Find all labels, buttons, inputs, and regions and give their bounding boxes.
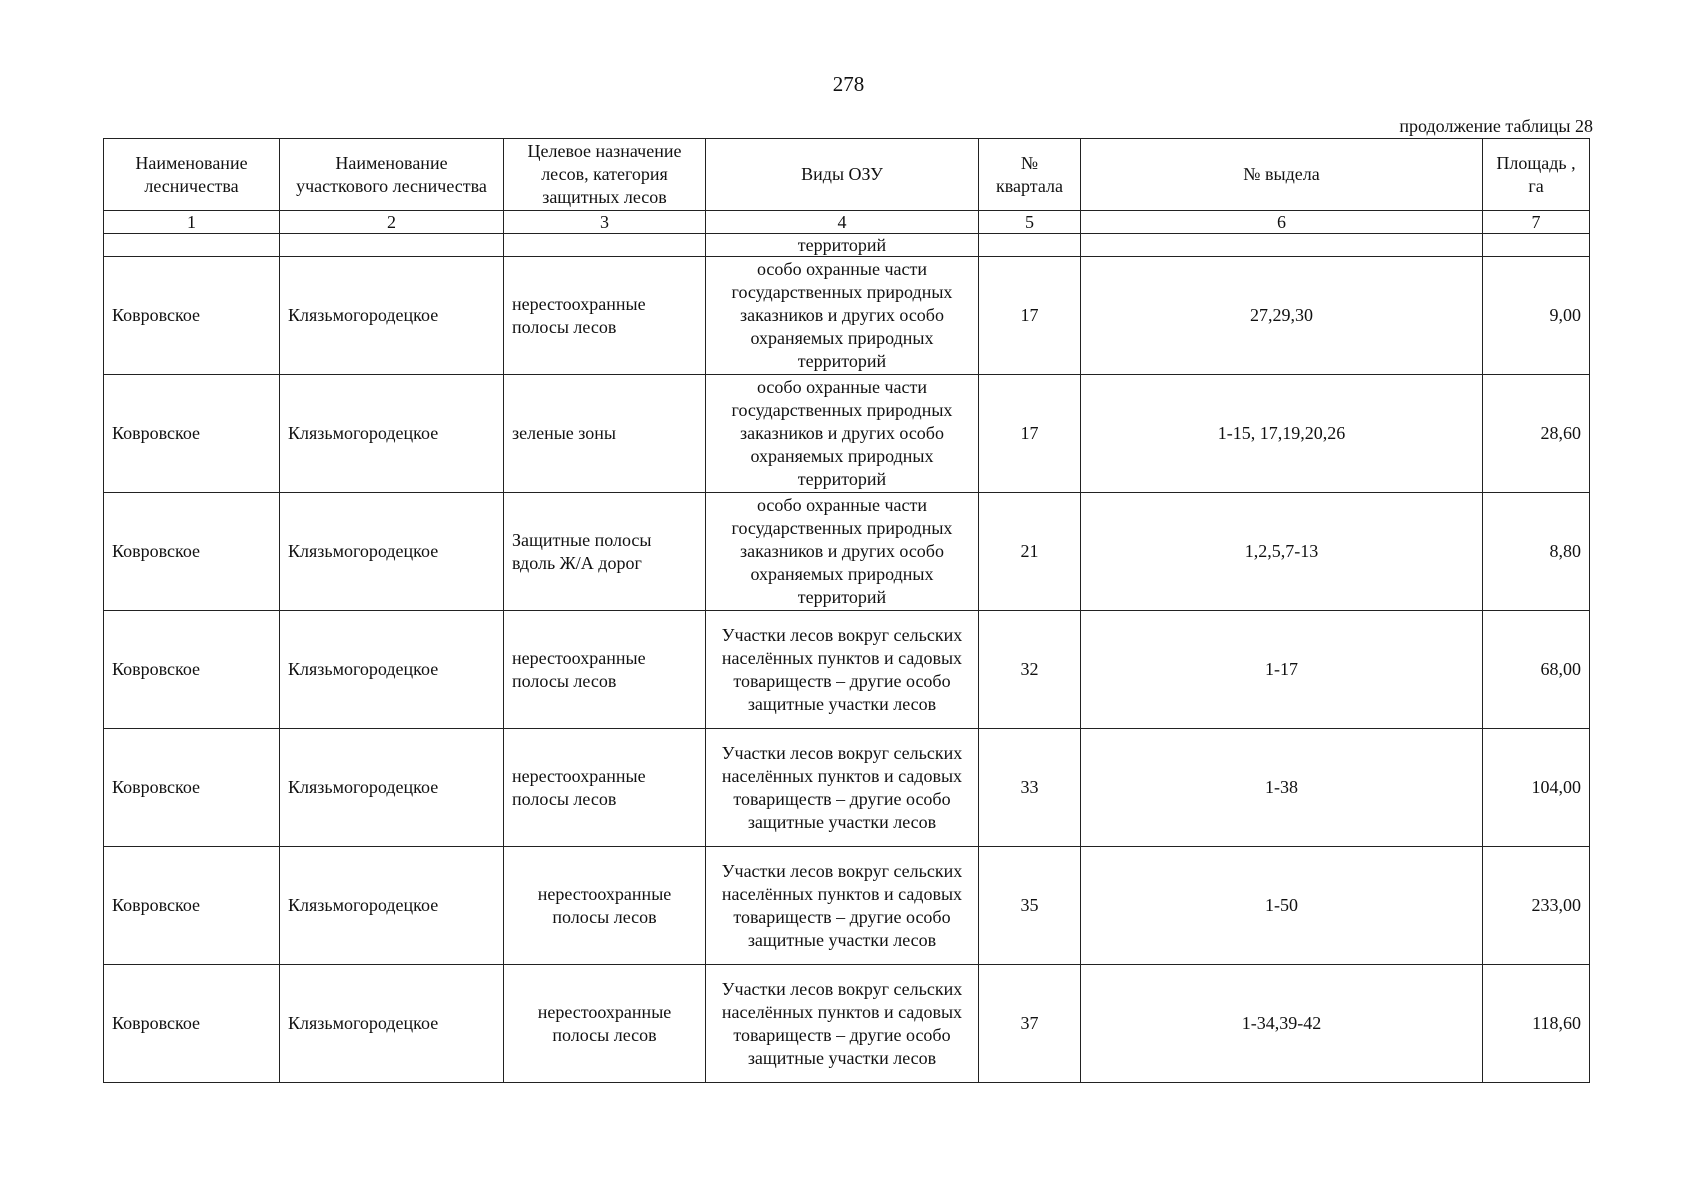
cell-uchastkovoe: Клязьмогородецкое — [280, 847, 504, 965]
cell-vydel: 27,29,30 — [1081, 257, 1483, 375]
cell-uchastkovoe: Клязьмогородецкое — [280, 611, 504, 729]
cell-lesnichestvo: Ковровское — [104, 847, 280, 965]
cell-naznachenie: зеленые зоны — [504, 375, 706, 493]
header-vydel: № выдела — [1081, 139, 1483, 211]
cell-ozu: Участки лесов вокруг сельских населённых пунктов и садовых товариществ – другие особо защитные участки лесов — [706, 729, 979, 847]
empty-cell — [1483, 234, 1590, 257]
continuation-row — [104, 234, 1590, 257]
cell-vydel: 1-17 — [1081, 611, 1483, 729]
table-row — [104, 375, 1590, 493]
cell-vydel: 1-38 — [1081, 729, 1483, 847]
cell-lesnichestvo: Ковровское — [104, 375, 280, 493]
header-kvartal: № квартала — [979, 139, 1081, 211]
cell-kvartal: 17 — [979, 257, 1081, 375]
cell-ploshad: 118,60 — [1483, 965, 1590, 1083]
empty-cell — [1081, 234, 1483, 257]
table-row — [104, 257, 1590, 375]
cell-naznachenie: нерестоохранные полосы лесов — [504, 257, 706, 375]
column-number: 7 — [1483, 211, 1590, 234]
table-row — [104, 965, 1590, 1083]
table-row — [104, 611, 1590, 729]
cell-vydel: 1-15, 17,19,20,26 — [1081, 375, 1483, 493]
table-caption: продолжение таблицы 28 — [1399, 116, 1593, 136]
table-row — [104, 729, 1590, 847]
column-number-row — [104, 211, 1590, 234]
cell-kvartal: 37 — [979, 965, 1081, 1083]
cell-naznachenie: нерестоохранные полосы лесов — [504, 611, 706, 729]
header-ozu: Виды ОЗУ — [706, 139, 979, 211]
cell-naznachenie: нерестоохранные полосы лесов — [504, 965, 706, 1083]
cell-ploshad: 8,80 — [1483, 493, 1590, 611]
cell-ploshad: 9,00 — [1483, 257, 1590, 375]
cell-ozu: Участки лесов вокруг сельских населённых пунктов и садовых товариществ – другие особо защитные участки лесов — [706, 847, 979, 965]
empty-cell — [104, 234, 280, 257]
header-lesnichestvo: Наименование лесничества — [104, 139, 280, 211]
cell-kvartal: 17 — [979, 375, 1081, 493]
cell-ploshad: 68,00 — [1483, 611, 1590, 729]
header-naznachenie: Целевое назначение лесов, категория защитных лесов — [504, 139, 706, 211]
cell-kvartal: 35 — [979, 847, 1081, 965]
column-number: 2 — [280, 211, 504, 234]
cell-vydel: 1-34,39-42 — [1081, 965, 1483, 1083]
table-row — [104, 847, 1590, 965]
cell-naznachenie: нерестоохранные полосы лесов — [504, 847, 706, 965]
cell-lesnichestvo: Ковровское — [104, 729, 280, 847]
cell-uchastkovoe: Клязьмогородецкое — [280, 257, 504, 375]
cell-ploshad: 233,00 — [1483, 847, 1590, 965]
cell-vydel: 1,2,5,7-13 — [1081, 493, 1483, 611]
cell-naznachenie: Защитные полосы вдоль Ж/А дорог — [504, 493, 706, 611]
empty-cell — [504, 234, 706, 257]
cell-lesnichestvo: Ковровское — [104, 257, 280, 375]
cell-lesnichestvo: Ковровское — [104, 493, 280, 611]
column-number: 3 — [504, 211, 706, 234]
cell-uchastkovoe: Клязьмогородецкое — [280, 493, 504, 611]
column-number: 6 — [1081, 211, 1483, 234]
cell-lesnichestvo: Ковровское — [104, 611, 280, 729]
cell-kvartal: 33 — [979, 729, 1081, 847]
cell-ploshad: 104,00 — [1483, 729, 1590, 847]
cell-kvartal: 32 — [979, 611, 1081, 729]
table-row — [104, 493, 1590, 611]
cell-ozu: Участки лесов вокруг сельских населённых пунктов и садовых товариществ – другие особо защитные участки лесов — [706, 611, 979, 729]
header-row — [104, 139, 1590, 211]
continuation-text: территорий — [706, 234, 979, 257]
cell-naznachenie: нерестоохранные полосы лесов — [504, 729, 706, 847]
cell-uchastkovoe: Клязьмогородецкое — [280, 965, 504, 1083]
column-number: 4 — [706, 211, 979, 234]
cell-uchastkovoe: Клязьмогородецкое — [280, 375, 504, 493]
empty-cell — [280, 234, 504, 257]
header-uchastkovoe: Наименование участкового лесничества — [280, 139, 504, 211]
cell-ozu: особо охранные части государственных природных заказников и других особо охраняемых природных территорий — [706, 493, 979, 611]
page-number: 278 — [832, 72, 865, 96]
ozu-table — [103, 138, 1590, 1083]
cell-ozu: Участки лесов вокруг сельских населённых пунктов и садовых товариществ – другие особо защитные участки лесов — [706, 965, 979, 1083]
cell-ozu: особо охранные части государственных природных заказников и других особо охраняемых природных территорий — [706, 257, 979, 375]
cell-vydel: 1-50 — [1081, 847, 1483, 965]
column-number: 1 — [104, 211, 280, 234]
cell-lesnichestvo: Ковровское — [104, 965, 280, 1083]
column-number: 5 — [979, 211, 1081, 234]
cell-ozu: особо охранные части государственных природных заказников и других особо охраняемых природных территорий — [706, 375, 979, 493]
header-ploshad: Площадь , га — [1483, 139, 1590, 211]
cell-ploshad: 28,60 — [1483, 375, 1590, 493]
cell-kvartal: 21 — [979, 493, 1081, 611]
empty-cell — [979, 234, 1081, 257]
cell-uchastkovoe: Клязьмогородецкое — [280, 729, 504, 847]
